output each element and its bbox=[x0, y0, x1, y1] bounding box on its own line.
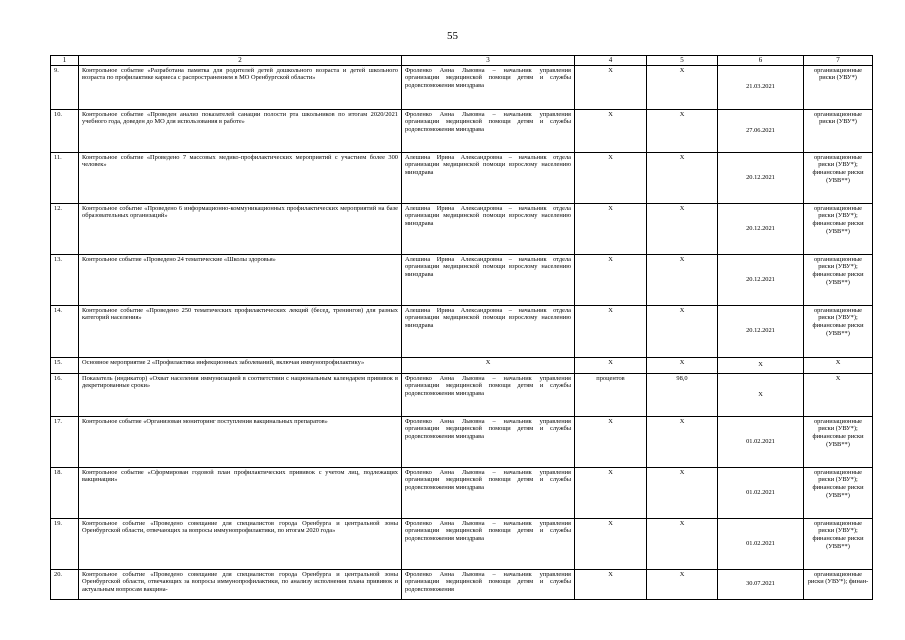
value-cell: X bbox=[647, 467, 718, 518]
table-row bbox=[51, 254, 873, 305]
deadline-date: 20.12.2021 bbox=[718, 203, 804, 254]
table-row bbox=[51, 569, 873, 599]
column-number-row bbox=[51, 56, 873, 66]
measures-table bbox=[50, 55, 873, 600]
unit-cell: X bbox=[575, 152, 647, 203]
unit-cell: X bbox=[575, 416, 647, 467]
row-number: 12. bbox=[51, 203, 79, 254]
table-row bbox=[51, 357, 873, 373]
value-cell: X bbox=[647, 65, 718, 109]
unit-cell: X bbox=[575, 518, 647, 569]
measure-description: Контрольное событие «Сформирован годовой план профилактических прививок с учетом лиц, подлежащих вакцинации» bbox=[79, 467, 402, 518]
measure-description: Контрольное событие «Разработана памятка для родителей детей дошкольного возраста и детей школьного возраста по профилактике кариеса с распространением в МО Оренбургской области» bbox=[79, 65, 402, 109]
row-number: 17. bbox=[51, 416, 79, 467]
row-number: 16. bbox=[51, 373, 79, 416]
table-row bbox=[51, 109, 873, 152]
measure-description: Контрольное событие «Проведено 24 тематические «Школы здоровья» bbox=[79, 254, 402, 305]
row-number: 10. bbox=[51, 109, 79, 152]
value-cell: X bbox=[647, 152, 718, 203]
table-row bbox=[51, 305, 873, 357]
page-number: 55 bbox=[447, 30, 458, 42]
responsible-person: Алешина Ирина Александровна – начальник отдела организации медицинской помощи взрослому населению минздрава bbox=[402, 254, 575, 305]
value-cell: X bbox=[647, 203, 718, 254]
deadline-date: X bbox=[718, 373, 804, 416]
row-number: 15. bbox=[51, 357, 79, 373]
responsible-person: Фроленко Анна Львовна – начальник управления организации медицинской помощи детям и службы родовспоможения минздрава bbox=[402, 65, 575, 109]
value-cell: X bbox=[647, 357, 718, 373]
responsible-person: Фроленко Анна Львовна – начальник управления организации медицинской помощи детям и службы родовспоможения минздрава bbox=[402, 373, 575, 416]
measure-description: Контрольное событие «Проведено 7 массовых медико-профилактических мероприятий с участием более 300 человек» bbox=[79, 152, 402, 203]
table-row bbox=[51, 373, 873, 416]
value-cell: 98,0 bbox=[647, 373, 718, 416]
unit-cell: X bbox=[575, 254, 647, 305]
responsible-person: X bbox=[402, 357, 575, 373]
measure-description: Контрольное событие «Проведено 250 тематических профилактических лекций (бесед, тренингов) для разных категорий населения» bbox=[79, 305, 402, 357]
deadline-date: 20.12.2021 bbox=[718, 305, 804, 357]
table-row bbox=[51, 65, 873, 109]
unit-cell: процентов bbox=[575, 373, 647, 416]
deadline-date: 27.06.2021 bbox=[718, 109, 804, 152]
risk-cell: организационные риски (УВУ*); финансовые риски (УВВ**) bbox=[804, 467, 873, 518]
column-header: 4 bbox=[575, 56, 647, 66]
column-header: 1 bbox=[51, 56, 79, 66]
table-row bbox=[51, 467, 873, 518]
responsible-person: Алешина Ирина Александровна – начальник отдела организации медицинской помощи взрослому населению минздрава bbox=[402, 305, 575, 357]
measure-description: Основное мероприятие 2 «Профилактика инфекционных заболеваний, включая иммунопрофилактику» bbox=[79, 357, 402, 373]
measure-description: Контрольное событие «Проведено совещание для специалистов города Оренбурга и центральной зоны Оренбургской области, отвечающих за вопросы иммунопрофилактики, по итогам 2020 года» bbox=[79, 518, 402, 569]
row-number: 9. bbox=[51, 65, 79, 109]
column-header: 6 bbox=[718, 56, 804, 66]
responsible-person: Фроленко Анна Львовна – начальник управления организации медицинской помощи детям и службы родовспоможения минздрава bbox=[402, 109, 575, 152]
unit-cell: X bbox=[575, 109, 647, 152]
unit-cell: X bbox=[575, 357, 647, 373]
column-header: 5 bbox=[647, 56, 718, 66]
column-header: 2 bbox=[79, 56, 402, 66]
column-header: 7 bbox=[804, 56, 873, 66]
risk-cell: организационные риски (УВУ*); финан- bbox=[804, 569, 873, 599]
deadline-date: 01.02.2021 bbox=[718, 518, 804, 569]
row-number: 13. bbox=[51, 254, 79, 305]
unit-cell: X bbox=[575, 467, 647, 518]
value-cell: X bbox=[647, 305, 718, 357]
risk-cell: организационные риски (УВУ*); финансовые риски (УВВ**) bbox=[804, 518, 873, 569]
table-body bbox=[51, 56, 873, 600]
deadline-date: 30.07.2021 bbox=[718, 569, 804, 599]
unit-cell: X bbox=[575, 305, 647, 357]
responsible-person: Фроленко Анна Львовна – начальник управления организации медицинской помощи детям и службы родовспоможения минздрава bbox=[402, 467, 575, 518]
table-row bbox=[51, 518, 873, 569]
value-cell: X bbox=[647, 569, 718, 599]
row-number: 20. bbox=[51, 569, 79, 599]
table-row bbox=[51, 152, 873, 203]
measure-description: Контрольное событие «Проведено совещание для специалистов города Оренбурга и центральной зоны Оренбургской области, отвечающих за вопросы иммунопрофилактики, по анализу исполнения плана прививок и актуальным вопросам вакцина- bbox=[79, 569, 402, 599]
deadline-date: 21.03.2021 bbox=[718, 65, 804, 109]
measure-description: Показатель (индикатор) «Охват населения иммунизацией в соответствии с национальным календарем прививок в декретированные сроки» bbox=[79, 373, 402, 416]
deadline-date: 01.02.2021 bbox=[718, 467, 804, 518]
row-number: 11. bbox=[51, 152, 79, 203]
row-number: 18. bbox=[51, 467, 79, 518]
table-row bbox=[51, 416, 873, 467]
deadline-date: 20.12.2021 bbox=[718, 254, 804, 305]
risk-cell: организационные риски (УВУ*); финансовые риски (УВВ**) bbox=[804, 305, 873, 357]
value-cell: X bbox=[647, 416, 718, 467]
responsible-person: Фроленко Анна Львовна – начальник управления организации медицинской помощи детям и службы родовспоможения bbox=[402, 569, 575, 599]
unit-cell: X bbox=[575, 203, 647, 254]
risk-cell: X bbox=[804, 357, 873, 373]
row-number: 14. bbox=[51, 305, 79, 357]
unit-cell: X bbox=[575, 569, 647, 599]
row-number: 19. bbox=[51, 518, 79, 569]
measure-description: Контрольное событие «Организован мониторинг поступления вакцинальных препаратов» bbox=[79, 416, 402, 467]
measure-description: Контрольное событие «Проведено 6 информационно-коммуникационных профилактических мероприятий на базе образовательных организаций» bbox=[79, 203, 402, 254]
responsible-person: Фроленко Анна Львовна – начальник управления организации медицинской помощи детям и службы родовспоможения минздрава bbox=[402, 416, 575, 467]
value-cell: X bbox=[647, 518, 718, 569]
value-cell: X bbox=[647, 109, 718, 152]
deadline-date: 01.02.2021 bbox=[718, 416, 804, 467]
deadline-date: X bbox=[718, 357, 804, 373]
table-row bbox=[51, 203, 873, 254]
risk-cell: организационные риски (УВУ*); финансовые риски (УВВ**) bbox=[804, 416, 873, 467]
unit-cell: X bbox=[575, 65, 647, 109]
responsible-person: Алешина Ирина Александровна – начальник отдела организации медицинской помощи взрослому населению минздрава bbox=[402, 152, 575, 203]
measure-description: Контрольное событие «Проведен анализ показателей санации полости рта школьников по итогам 2020/2021 учебного года, доведен до МО для использования в работе» bbox=[79, 109, 402, 152]
risk-cell: организационные риски (УВУ*); финансовые риски (УВВ**) bbox=[804, 254, 873, 305]
risk-cell: организационные риски (УВУ*) bbox=[804, 109, 873, 152]
responsible-person: Алешина Ирина Александровна – начальник отдела организации медицинской помощи взрослому населению минздрава bbox=[402, 203, 575, 254]
deadline-date: 20.12.2021 bbox=[718, 152, 804, 203]
risk-cell: X bbox=[804, 373, 873, 416]
risk-cell: организационные риски (УВУ*); финансовые риски (УВВ**) bbox=[804, 152, 873, 203]
column-header: 3 bbox=[402, 56, 575, 66]
responsible-person: Фроленко Анна Львовна – начальник управления организации медицинской помощи детям и службы родовспоможения минздрава bbox=[402, 518, 575, 569]
value-cell: X bbox=[647, 254, 718, 305]
risk-cell: организационные риски (УВУ*); финансовые риски (УВВ**) bbox=[804, 203, 873, 254]
risk-cell: организационные риски (УВУ*) bbox=[804, 65, 873, 109]
